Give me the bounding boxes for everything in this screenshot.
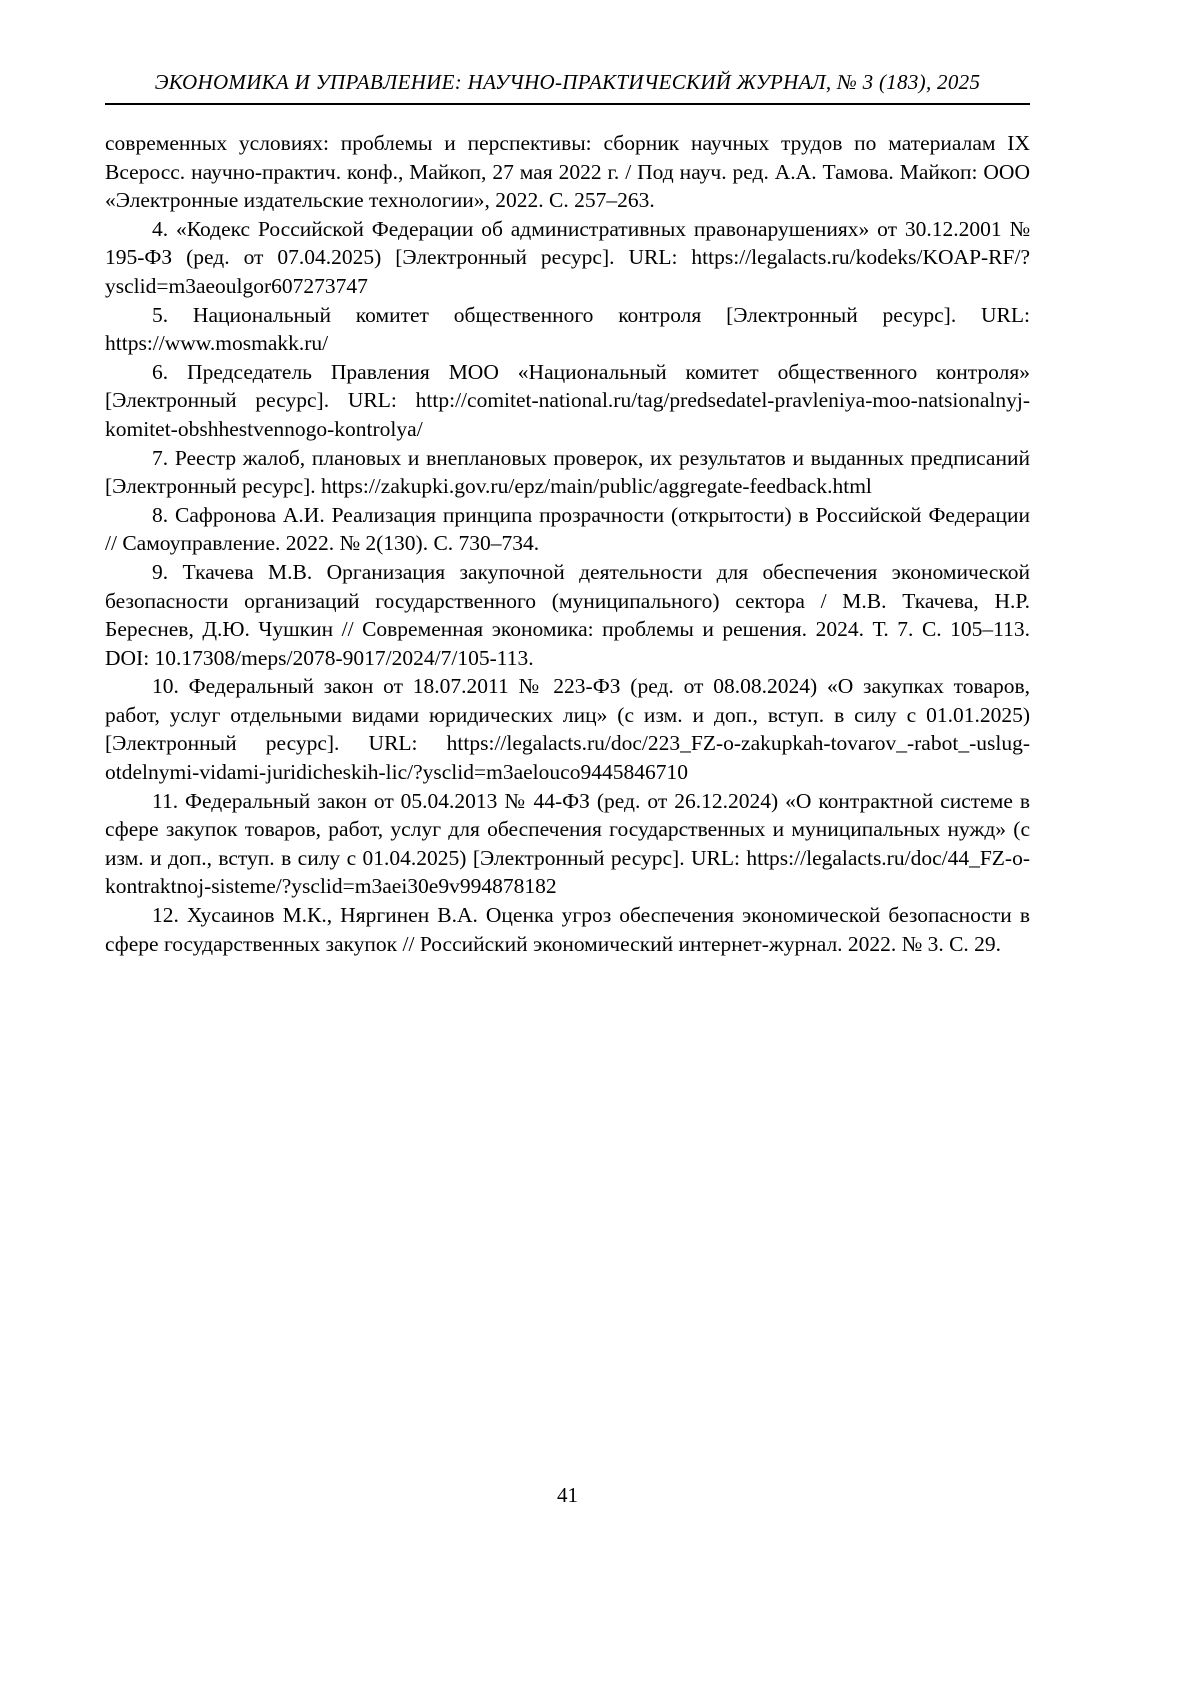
reference-item: 11. Федеральный закон от 05.04.2013 № 44-ФЗ (ред. от 26.12.2024) «О контрактной системе в сфере закупок товаров, работ, услуг для обеспечения государственных и муниципальных нужд» (с изм. и доп., вступ. в силу с 01.04.2025) [Электронный ресурс]. URL: https://legalacts.ru/doc/44_FZ-o-kontraktnoj-sisteme/?ysclid=m3aei30e9v994878182 — [105, 788, 1030, 899]
reference-item: 10. Федеральный закон от 18.07.2011 № 223-ФЗ (ред. от 08.08.2024) «О закупках товаров, работ, услуг отдельными видами юридических лиц» (с изм. и доп., вступ. в силу с 01.01.2025) [Электронный ресурс]. URL: https://legalacts.ru/doc/223_FZ-o-zakupkah-tovarov_-rabot_-uslug-otdelnymi-vidami-juridicheskih-lic/?ysclid=m3aelouco9445846710 — [105, 674, 1030, 785]
reference-item: 5. Национальный комитет общественного контроля [Электронный ресурс]. URL: https://www.mosmakk.ru/ — [105, 302, 1030, 356]
reference-item: современных условиях: проблемы и перспективы: сборник научных трудов по материалам IX Всеросс. научно-практич. конф., Майкоп, 27 мая 2022 г. / Под науч. ред. А.А. Тамова. Майкоп: ООО «Электронные издательские технологии», 2022. С. 257–263. — [105, 131, 1030, 213]
references-list — [105, 129, 1030, 958]
reference-item: 6. Председатель Правления МОО «Национальный комитет общественного контроля» [Электронный ресурс]. URL: http://comitet-national.ru/tag/predsedatel-pravleniya-moo-natsionalnyj-komitet-obshhestvennogo-kontrolya/ — [105, 359, 1030, 441]
reference-item: 8. Сафронова А.И. Реализация принципа прозрачности (открытости) в Российской Федерации // Самоуправление. 2022. № 2(130). С. 730–734. — [105, 502, 1030, 556]
reference-item: 4. «Кодекс Российской Федерации об административных правонарушениях» от 30.12.2001 № 195-ФЗ (ред. от 07.04.2025) [Электронный ресурс]. URL: https://legalacts.ru/kodeks/KOAP-RF/?ysclid=m3aeoulgor607273747 — [105, 216, 1030, 298]
reference-item: 7. Реестр жалоб, плановых и внеплановых проверок, их результатов и выданных предписаний [Электронный ресурс]. https://zakupki.gov.ru/epz/main/public/aggregate-feedback.html — [105, 445, 1030, 499]
journal-header: ЭКОНОМИКА И УПРАВЛЕНИЕ: НАУЧНО-ПРАКТИЧЕСКИЙ ЖУРНАЛ, № 3 (183), 2025 — [154, 70, 981, 94]
header-rule — [105, 103, 1030, 105]
reference-item: 9. Ткачева М.В. Организация закупочной деятельности для обеспечения экономической безопасности организаций государственного (муниципального) сектора / М.В. Ткачева, Н.Р. Береснев, Д.Ю. Чушкин // Современная экономика: проблемы и решения. 2024. Т. 7. С. 105–113. DOI: 10.17308/meps/2078-9017/2024/7/105-113. — [105, 559, 1030, 670]
page-number: 41 — [557, 1483, 578, 1507]
reference-item: 12. Хусаинов М.К., Няргинен В.А. Оценка угроз обеспечения экономической безопасности в сфере государственных закупок // Российский экономический интернет-журнал. 2022. № 3. С. 29. — [105, 903, 1030, 956]
